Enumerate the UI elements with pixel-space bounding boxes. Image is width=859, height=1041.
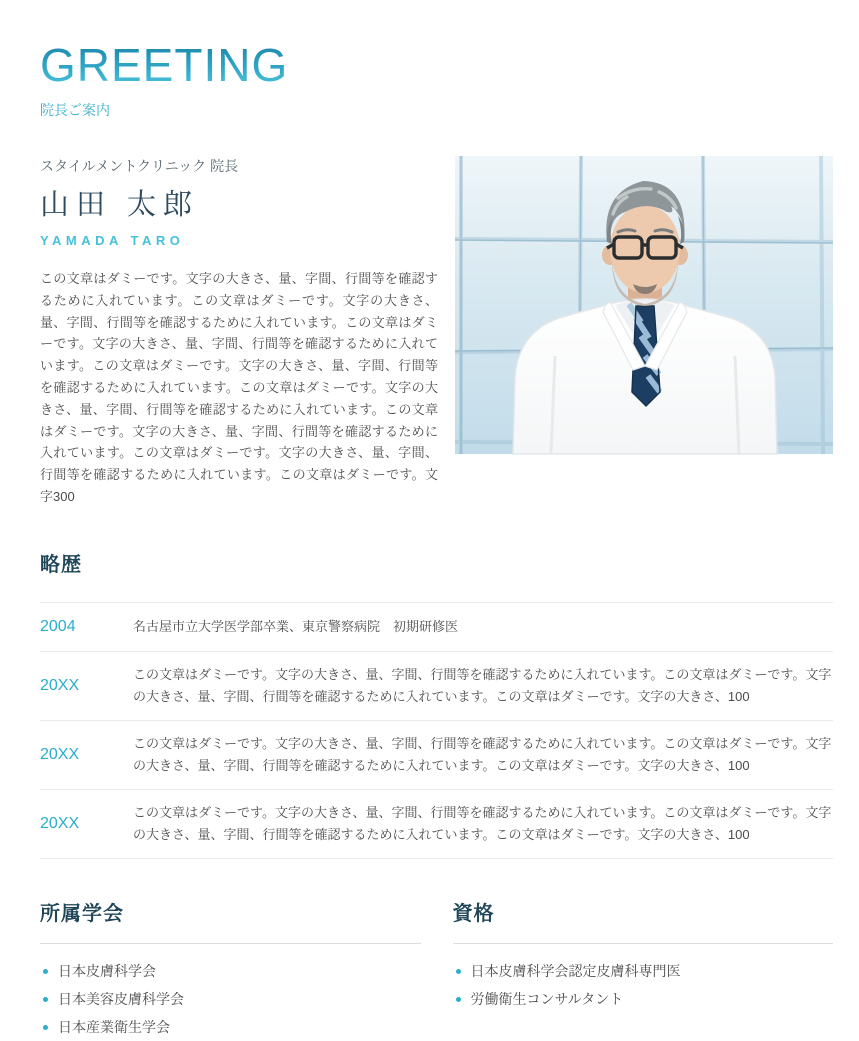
career-text: この文章はダミーです。文字の大きさ、量、字間、行間等を確認するために入れています。この文章はダミーです。文字の大きさ、量、字間、行間等を確認するために入れています。この文章はダミーです。文字の大きさ、100 — [133, 666, 832, 704]
society-item: 日本皮膚科学会 — [40, 957, 421, 985]
career-text: この文章はダミーです。文字の大きさ、量、字間、行間等を確認するために入れています。この文章はダミーです。文字の大きさ、量、字間、行間等を確認するために入れています。この文章はダミーです。文字の大きさ、100 — [133, 804, 832, 842]
career-year: 2004 — [40, 617, 76, 635]
career-text: この文章はダミーです。文字の大きさ、量、字間、行間等を確認するために入れています。この文章はダミーです。文字の大きさ、量、字間、行間等を確認するために入れています。この文章はダミーです。文字の大きさ、100 — [133, 735, 832, 773]
director-name-roman: YAMADA TARO — [40, 233, 185, 248]
page-subtitle: 院長ご案内 — [40, 102, 110, 118]
career-section — [40, 548, 833, 859]
credentials-section — [40, 897, 833, 1041]
career-text: 名古屋市立大学医学部卒業、東京警察病院 初期研修医 — [133, 618, 459, 634]
career-year: 20XX — [40, 745, 80, 763]
qualifications-list — [453, 957, 834, 1013]
society-item: 日本産業衛生学会 — [40, 1013, 421, 1041]
societies-section — [40, 897, 421, 1041]
qualification-item: 労働衛生コンサルタント — [453, 985, 834, 1013]
director-role: スタイルメントクリニック 院長 — [40, 158, 239, 174]
page-title: GREETING — [40, 39, 289, 91]
director-name: 山田 太郎 — [40, 189, 200, 221]
career-year: 20XX — [40, 676, 80, 694]
career-row — [40, 790, 833, 859]
societies-heading: 所属学会 — [40, 902, 124, 925]
career-table — [40, 602, 833, 859]
career-row — [40, 603, 833, 652]
societies-divider — [40, 943, 421, 944]
director-profile-section — [40, 156, 833, 508]
qualifications-section — [453, 897, 834, 1041]
qualifications-heading: 資格 — [452, 902, 495, 925]
society-item: 日本美容皮膚科学会 — [40, 985, 421, 1013]
career-row — [40, 721, 833, 790]
societies-list — [40, 957, 421, 1041]
qualifications-divider — [453, 943, 834, 944]
career-row — [40, 652, 833, 721]
director-profile-text — [40, 156, 438, 508]
page-header — [40, 39, 833, 120]
qualification-item: 日本皮膚科学会認定皮膚科専門医 — [453, 957, 834, 985]
doctor-photo — [455, 156, 833, 454]
director-message: この文章はダミーです。文字の大きさ、量、字間、行間等を確認するために入れています。この文章はダミーです。文字の大きさ、量、字間、行間等を確認するために入れています。この文章はダミーです。文字の大きさ、量、字間、行間等を確認するために入れています。この文章はダミーです。文字の大きさ、量、字間、行間等を確認するために入れています。この文章はダミーです。文字の大きさ、量、字間、行間等を確認するために入れています。この文章はダミーです。文字の大きさ、量、字間、行間等を確認するために入れています。この文章はダミーです。文字の大きさ、量、字間、行間等を確認するために入れています。この文章はダミーです。文字300 — [40, 271, 438, 504]
career-heading: 略歴 — [40, 553, 82, 576]
career-year: 20XX — [40, 814, 80, 832]
